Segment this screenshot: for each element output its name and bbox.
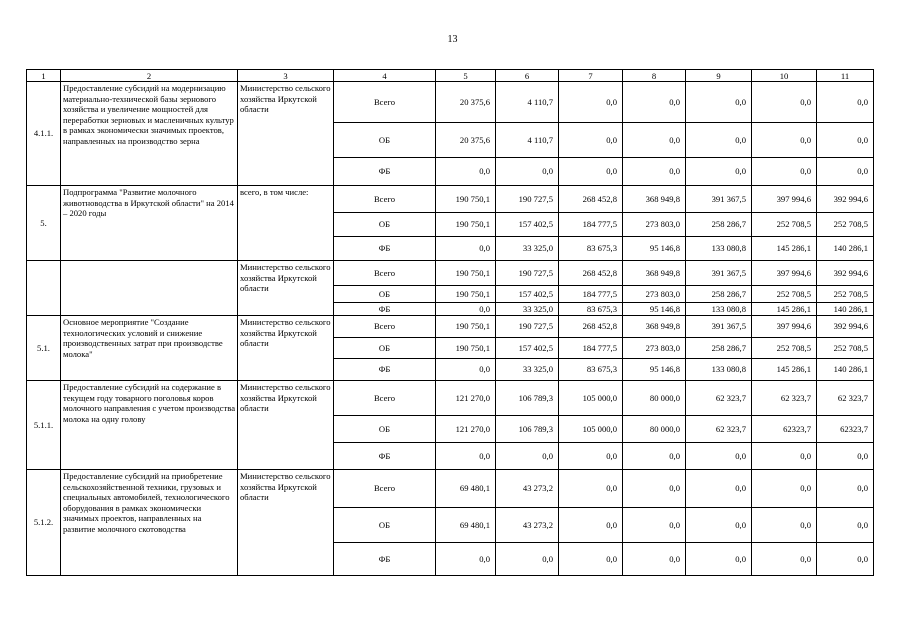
amount-cell: 0,0	[623, 443, 686, 470]
amount-cell: 190 727,5	[496, 186, 559, 213]
amount-cell: 106 789,3	[496, 381, 559, 416]
amount-cell: 190 750,1	[436, 261, 496, 286]
amount-cell: 0,0	[559, 508, 623, 543]
amount-cell: 62323,7	[817, 416, 874, 443]
amount-cell: 33 325,0	[496, 237, 559, 261]
amount-cell: 0,0	[559, 158, 623, 186]
row-name: Основное мероприятие "Создание технологических условий и снижение производственных затрат при производстве молока"	[61, 316, 238, 381]
funding-source: ОБ	[334, 213, 436, 237]
amount-cell: 0,0	[496, 443, 559, 470]
amount-cell: 145 286,1	[752, 359, 817, 381]
funding-source: ОБ	[334, 286, 436, 303]
amount-cell: 0,0	[817, 82, 874, 123]
funding-source: ОБ	[334, 338, 436, 359]
row-executor: Министерство сельского хозяйства Иркутской области	[238, 381, 334, 470]
amount-cell: 4 110,7	[496, 123, 559, 158]
amount-cell: 33 325,0	[496, 359, 559, 381]
funding-source: Всего	[334, 186, 436, 213]
amount-cell: 43 273,2	[496, 508, 559, 543]
amount-cell: 0,0	[436, 303, 496, 316]
header-cell: 6	[496, 70, 559, 82]
amount-cell: 33 325,0	[496, 303, 559, 316]
amount-cell: 273 803,0	[623, 286, 686, 303]
amount-cell: 69 480,1	[436, 470, 496, 508]
amount-cell: 368 949,8	[623, 316, 686, 338]
amount-cell: 190 727,5	[496, 316, 559, 338]
amount-cell: 95 146,8	[623, 303, 686, 316]
row-name: Предоставление субсидий на содержание в текущем году товарного поголовья коров молочного направления с учетом производства молока на одну голову	[61, 381, 238, 470]
amount-cell: 0,0	[559, 123, 623, 158]
header-cell: 1	[27, 70, 61, 82]
amount-cell: 0,0	[436, 158, 496, 186]
amount-cell: 252 708,5	[752, 338, 817, 359]
amount-cell: 69 480,1	[436, 508, 496, 543]
funding-source: ФБ	[334, 543, 436, 576]
amount-cell: 397 994,6	[752, 186, 817, 213]
amount-cell: 258 286,7	[686, 338, 752, 359]
amount-cell: 0,0	[817, 543, 874, 576]
row-code: 5.1.	[27, 316, 61, 381]
amount-cell: 392 994,6	[817, 261, 874, 286]
amount-cell: 62 323,7	[686, 381, 752, 416]
page-number: 13	[447, 34, 458, 45]
amount-cell: 392 994,6	[817, 186, 874, 213]
amount-cell: 0,0	[623, 470, 686, 508]
amount-cell: 20 375,6	[436, 82, 496, 123]
amount-cell: 252 708,5	[817, 286, 874, 303]
amount-cell: 95 146,8	[623, 237, 686, 261]
amount-cell: 0,0	[559, 443, 623, 470]
amount-cell: 0,0	[817, 508, 874, 543]
header-cell: 7	[559, 70, 623, 82]
amount-cell: 0,0	[496, 543, 559, 576]
amount-cell: 145 286,1	[752, 303, 817, 316]
header-cell: 9	[686, 70, 752, 82]
amount-cell: 0,0	[752, 123, 817, 158]
funding-source: Всего	[334, 82, 436, 123]
amount-cell: 83 675,3	[559, 303, 623, 316]
amount-cell: 0,0	[752, 543, 817, 576]
amount-cell: 190 750,1	[436, 316, 496, 338]
amount-cell: 184 777,5	[559, 338, 623, 359]
amount-cell: 391 367,5	[686, 186, 752, 213]
amount-cell: 252 708,5	[817, 213, 874, 237]
amount-cell: 0,0	[436, 443, 496, 470]
row-code	[27, 261, 61, 316]
amount-cell: 252 708,5	[752, 213, 817, 237]
amount-cell: 105 000,0	[559, 416, 623, 443]
table-row	[27, 261, 874, 286]
header-row	[27, 70, 874, 82]
amount-cell: 0,0	[436, 237, 496, 261]
amount-cell: 80 000,0	[623, 381, 686, 416]
amount-cell: 0,0	[686, 82, 752, 123]
funding-source: Всего	[334, 316, 436, 338]
amount-cell: 392 994,6	[817, 316, 874, 338]
header-cell: 4	[334, 70, 436, 82]
amount-cell: 0,0	[686, 543, 752, 576]
row-name	[61, 261, 238, 316]
row-executor: Министерство сельского хозяйства Иркутской области	[238, 316, 334, 381]
amount-cell: 121 270,0	[436, 381, 496, 416]
amount-cell: 397 994,6	[752, 316, 817, 338]
amount-cell: 184 777,5	[559, 286, 623, 303]
header-cell: 8	[623, 70, 686, 82]
funding-source: ОБ	[334, 123, 436, 158]
row-name: Подпрограмма "Развитие молочного животноводства в Иркутской области" на 2014 – 2020 годы	[61, 186, 238, 261]
amount-cell: 391 367,5	[686, 261, 752, 286]
amount-cell: 190 750,1	[436, 286, 496, 303]
amount-cell: 0,0	[817, 123, 874, 158]
row-executor: Министерство сельского хозяйства Иркутской области	[238, 261, 334, 316]
amount-cell: 145 286,1	[752, 237, 817, 261]
amount-cell: 268 452,8	[559, 261, 623, 286]
amount-cell: 43 273,2	[496, 470, 559, 508]
amount-cell: 106 789,3	[496, 416, 559, 443]
amount-cell: 62 323,7	[817, 381, 874, 416]
row-code: 5.1.1.	[27, 381, 61, 470]
amount-cell: 83 675,3	[559, 359, 623, 381]
amount-cell: 397 994,6	[752, 261, 817, 286]
amount-cell: 190 750,1	[436, 338, 496, 359]
amount-cell: 20 375,6	[436, 123, 496, 158]
amount-cell: 368 949,8	[623, 186, 686, 213]
amount-cell: 0,0	[817, 158, 874, 186]
amount-cell: 95 146,8	[623, 359, 686, 381]
amount-cell: 0,0	[752, 470, 817, 508]
amount-cell: 0,0	[686, 508, 752, 543]
amount-cell: 0,0	[623, 123, 686, 158]
amount-cell: 133 080,8	[686, 303, 752, 316]
funding-source: ОБ	[334, 416, 436, 443]
amount-cell: 0,0	[686, 158, 752, 186]
funding-source: ФБ	[334, 237, 436, 261]
row-code: 5.	[27, 186, 61, 261]
budget-table	[26, 69, 874, 576]
amount-cell: 0,0	[436, 359, 496, 381]
amount-cell: 0,0	[752, 158, 817, 186]
funding-source: ФБ	[334, 303, 436, 316]
header-cell: 2	[61, 70, 238, 82]
amount-cell: 0,0	[623, 543, 686, 576]
amount-cell: 268 452,8	[559, 316, 623, 338]
amount-cell: 0,0	[623, 508, 686, 543]
amount-cell: 0,0	[752, 508, 817, 543]
amount-cell: 133 080,8	[686, 359, 752, 381]
row-executor: Министерство сельского хозяйства Иркутской области	[238, 470, 334, 576]
header-cell: 3	[238, 70, 334, 82]
amount-cell: 0,0	[496, 158, 559, 186]
amount-cell: 0,0	[623, 82, 686, 123]
funding-source: ОБ	[334, 508, 436, 543]
amount-cell: 0,0	[559, 543, 623, 576]
row-code: 5.1.2.	[27, 470, 61, 576]
row-name: Предоставление субсидий на модернизацию материально-технической базы зернового хозяйства и увеличение мощностей для переработки зерновых и масленичных культур в рамках экономически значимых проектов, направленных на производство зерна	[61, 82, 238, 186]
amount-cell: 0,0	[752, 443, 817, 470]
amount-cell: 184 777,5	[559, 213, 623, 237]
funding-source: ФБ	[334, 443, 436, 470]
header-cell: 10	[752, 70, 817, 82]
funding-source: Всего	[334, 261, 436, 286]
row-executor: всего, в том числе:	[238, 186, 334, 261]
amount-cell: 157 402,5	[496, 338, 559, 359]
amount-cell: 190 727,5	[496, 261, 559, 286]
row-code: 4.1.1.	[27, 82, 61, 186]
funding-source: ФБ	[334, 158, 436, 186]
amount-cell: 0,0	[623, 158, 686, 186]
amount-cell: 368 949,8	[623, 261, 686, 286]
funding-source: ФБ	[334, 359, 436, 381]
amount-cell: 0,0	[686, 123, 752, 158]
amount-cell: 273 803,0	[623, 213, 686, 237]
table-row	[27, 186, 874, 213]
table-row	[27, 316, 874, 338]
amount-cell: 268 452,8	[559, 186, 623, 213]
amount-cell: 133 080,8	[686, 237, 752, 261]
amount-cell: 0,0	[559, 470, 623, 508]
amount-cell: 0,0	[686, 470, 752, 508]
amount-cell: 157 402,5	[496, 213, 559, 237]
amount-cell: 0,0	[559, 82, 623, 123]
amount-cell: 391 367,5	[686, 316, 752, 338]
table-row	[27, 470, 874, 508]
amount-cell: 0,0	[436, 543, 496, 576]
table-row	[27, 381, 874, 416]
amount-cell: 0,0	[752, 82, 817, 123]
amount-cell: 0,0	[817, 470, 874, 508]
amount-cell: 140 286,1	[817, 237, 874, 261]
amount-cell: 157 402,5	[496, 286, 559, 303]
amount-cell: 105 000,0	[559, 381, 623, 416]
row-executor: Министерство сельского хозяйства Иркутской области	[238, 82, 334, 186]
amount-cell: 4 110,7	[496, 82, 559, 123]
amount-cell: 190 750,1	[436, 186, 496, 213]
amount-cell: 83 675,3	[559, 237, 623, 261]
row-name: Предоставление субсидий на приобретение сельскохозяйственной техники, грузовых и специальных автомобилей, технологического оборудования в рамках экономически значимых проектов, направленных на развитие молочного скотоводства	[61, 470, 238, 576]
funding-source: Всего	[334, 470, 436, 508]
funding-source: Всего	[334, 381, 436, 416]
amount-cell: 80 000,0	[623, 416, 686, 443]
header-cell: 5	[436, 70, 496, 82]
amount-cell: 140 286,1	[817, 359, 874, 381]
amount-cell: 258 286,7	[686, 213, 752, 237]
table-row	[27, 82, 874, 123]
amount-cell: 62 323,7	[686, 416, 752, 443]
amount-cell: 0,0	[686, 443, 752, 470]
amount-cell: 0,0	[817, 443, 874, 470]
header-cell: 11	[817, 70, 874, 82]
amount-cell: 258 286,7	[686, 286, 752, 303]
amount-cell: 190 750,1	[436, 213, 496, 237]
amount-cell: 121 270,0	[436, 416, 496, 443]
amount-cell: 62 323,7	[752, 381, 817, 416]
amount-cell: 252 708,5	[817, 338, 874, 359]
amount-cell: 252 708,5	[752, 286, 817, 303]
amount-cell: 62323,7	[752, 416, 817, 443]
amount-cell: 140 286,1	[817, 303, 874, 316]
amount-cell: 273 803,0	[623, 338, 686, 359]
